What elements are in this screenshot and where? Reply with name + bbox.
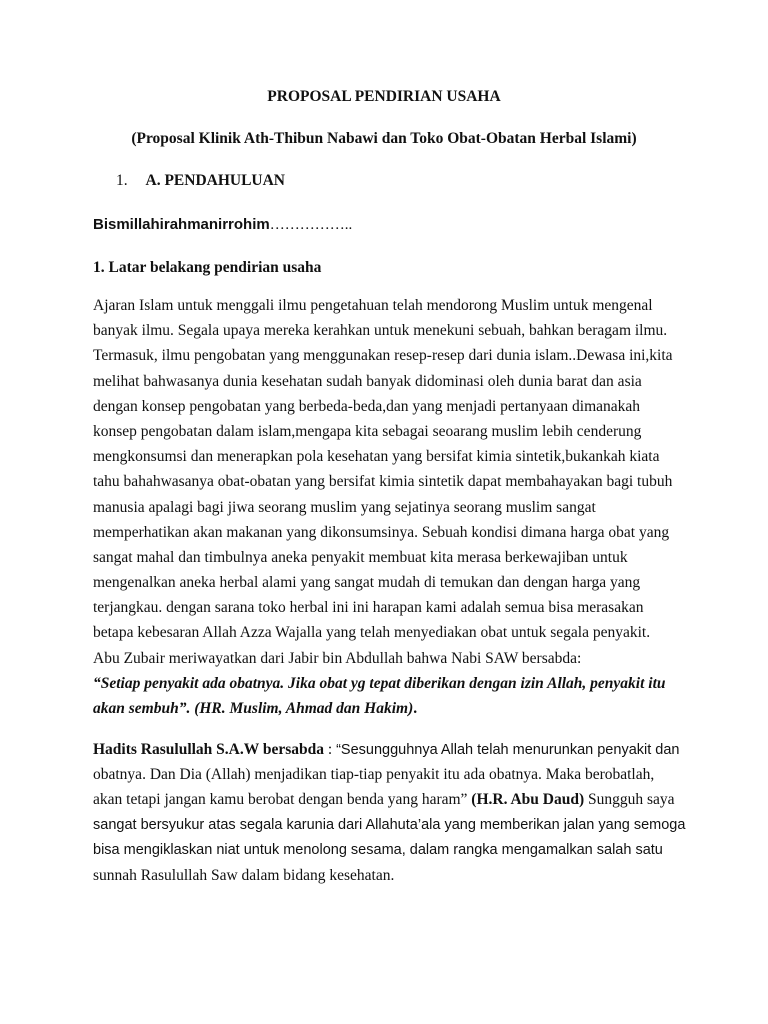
bismillah-dots: …………….. [269,217,353,233]
hadits-text: “Sesungguhnya Allah telah menurunkan penyakit dan [336,742,680,758]
hadith-quote-line: “Setiap penyakit ada obatnya. Jika obat yg tepat diberikan dengan izin Allah, penyakit itu [93,674,666,692]
paragraph-line [93,787,693,812]
hadits-label: Hadits Rasulullah S.A.W bersabda [93,741,324,758]
document-subtitle: (Proposal Klinik Ath-Thibun Nabawi dan Toko Obat-Obatan Herbal Islami) [131,130,637,147]
paragraph-line: Ajaran Islam untuk menggali ilmu pengetahuan telah mendorong Muslim untuk mengenal [93,297,653,314]
paragraph-line: mengenalkan aneka herbal alami yang sangat mudah di temukan dan dengan harga yang [93,574,641,592]
paragraph-line: sunnah Rasulullah Saw dalam bidang kesehatan. [93,866,395,884]
paragraph-line: tahu bahahwasanya obat-obatan yang bersifat kimia sintetik dapat membahayakan bagi tubuh [93,473,673,491]
paragraph-line: dengan konsep pengobatan yang berbeda-beda,dan yang menjadi pertanyaan dimanakah [93,397,641,415]
section-number: 1. [116,172,128,189]
paragraph-line: banyak ilmu. Segala upaya mereka kerahkan untuk menekuni sebuah, bahkan beragam ilmu. [93,322,668,340]
document-title: PROPOSAL PENDIRIAN USAHA [267,88,501,105]
paragraph-line: memperhatikan akan makanan yang dikonsumsinya. Sebuah kondisi dimana harga obat yang [93,523,670,541]
paragraph-line: sangat mahal dan timbulnya aneka penyakit membuat kita merasa berkewajiban untuk [93,548,628,566]
section-heading [116,172,285,190]
paragraph-line: terjangkau. dengan sarana toko herbal ini ini harapan kami adalah semua bisa merasakan [93,599,644,617]
paragraph-line: manusia apalagi bagi jiwa seorang muslim yang sejatinya seorang muslim sangat [93,498,596,516]
section-label: A. PENDAHULUAN [145,172,285,189]
hadits-colon: : [324,741,337,758]
paragraph-line [93,737,693,762]
paragraph-line: Abu Zubair meriwayatkan dari Jabir bin Abdullah bahwa Nabi SAW bersabda: [93,649,582,667]
paragraph-line: melihat bahwasanya dunia kesehatan sudah banyak didominasi oleh dunia barat dan asia [93,372,642,390]
paragraph-1 [93,293,693,721]
bismillah-line [93,216,352,234]
paragraph-line: betapa kebesaran Allah Azza Wajalla yang telah menyediakan obat untuk segala penyakit. [93,624,651,642]
bismillah-text: Bismillahirahmanirrohim [93,216,270,233]
paragraph-line: obatnya. Dan Dia (Allah) menjadikan tiap-tiap penyakit itu ada obatnya. Maka berobatlah, [93,766,655,784]
hadith-quote-end: . [413,700,418,717]
paragraph-line: mengkonsumsi dan menerapkan pola kesehatan yang bersifat kimia sintetik,bukankah kiata [93,448,660,466]
subheading: 1. Latar belakang pendirian usaha [93,259,322,276]
paragraph-line: sangat bersyukur atas segala karunia dari Allahuta’ala yang memberikan jalan yang semoga [93,816,686,833]
hadith-quote-line [93,696,693,721]
hadits-text: akan tetapi jangan kamu berobat dengan benda yang haram” [93,791,472,809]
paragraph-line: konsep pengobatan dalam islam,mengapa kita sebagai seoarang muslim lebih cenderung [93,422,642,440]
paragraph-2 [93,737,693,888]
paragraph-line: Termasuk, ilmu pengobatan yang menggunakan resep-resep dari dunia islam..Dewasa ini,kita [93,347,673,365]
hadits-text: Sungguh saya [584,791,675,809]
paragraph-line: bisa mengiklaskan niat untuk menolong sesama, dalam rangka mengamalkan salah satu [93,841,663,858]
hadith-quote-text: akan sembuh”. (HR. Muslim, Ahmad dan Hakim) [93,700,414,717]
hadits-source: (H.R. Abu Daud) [471,791,585,809]
